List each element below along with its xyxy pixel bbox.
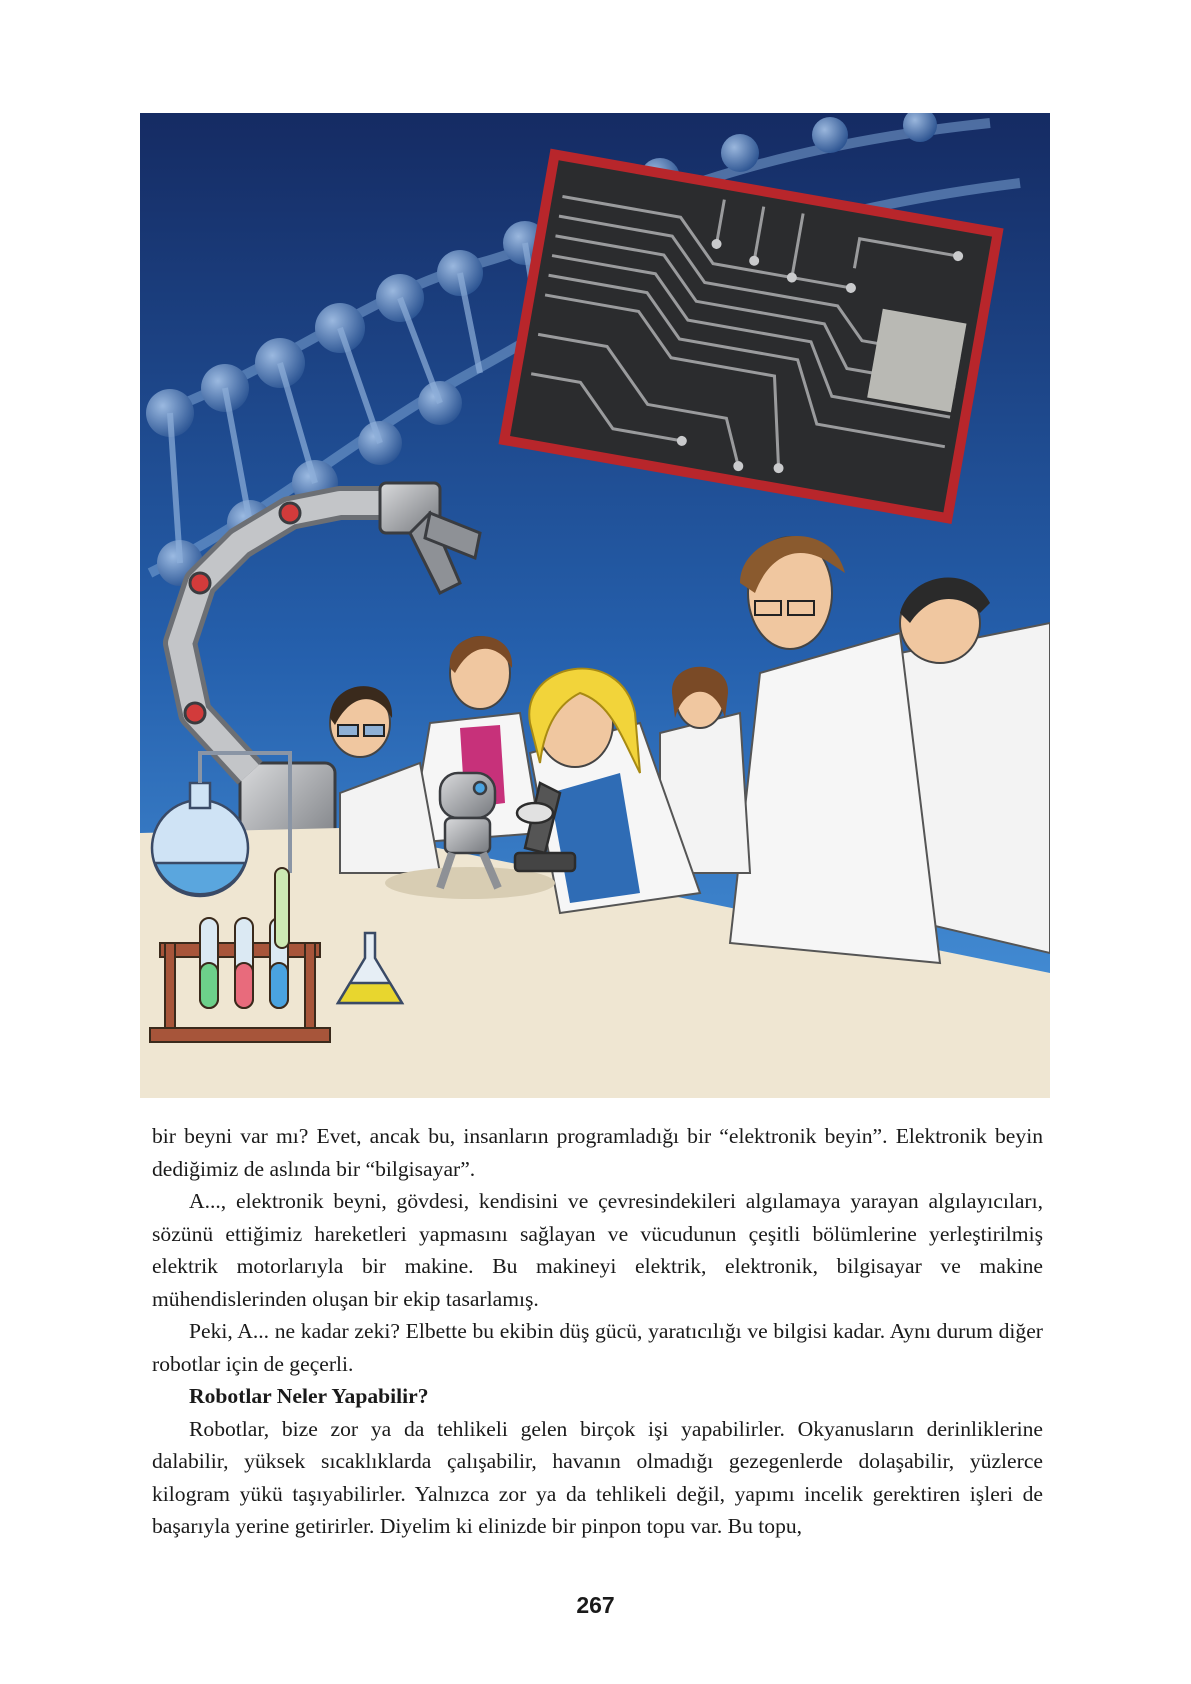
section-heading: Robotlar Neler Yapabilir?: [189, 1384, 429, 1408]
page-number: 267: [576, 1592, 615, 1618]
paragraph-2: A..., elektronik beyni, gövdesi, kendisini ve çevresindekileri algılamaya yarayan algılayıcıları, sözünü ettiğimiz hareketleri yapmasını sağlayan ve vücudunun çeşitli bölümlerine yerleştirilmiş elektrik motorlarıyla bir makine. Bu makineyi elektrik, elektronik, bilgisayar ve makine mühendislerinden oluşan bir ekip tasarlamış.: [152, 1189, 1043, 1311]
lab-illustration-art: [140, 113, 1050, 1098]
lab-illustration: [140, 113, 1050, 1098]
paragraph-4: Robotlar, bize zor ya da tehlikeli gelen birçok işi yapabilirler. Okyanusların derinliklerine dalabilir, yüksek sıcaklıklarda çalışabilir, havanın olmadığı gezegenlerde dolaşabilir, yüzlerce kilogram yükü taşıyabilirler. Yalnızca zor ya da tehlikeli değil, yapımı incelik gerektiren işleri de başarıyla yerine getirirler. Diyelim ki elinizde bir pinpon topu var. Bu topu,: [152, 1416, 1043, 1538]
paragraph-1: bir beyni var mı? Evet, ancak bu, insanların programladığı bir “elektronik beyin”. Elektronik beyin dediğimiz de aslında bir “bilgisayar”.: [152, 1124, 1043, 1181]
body-text: [152, 1120, 1043, 1543]
paragraph-3: Peki, A... ne kadar zeki? Elbette bu ekibin düş gücü, yaratıcılığı ve bilgisi kadar. Aynı durum diğer robotlar için de geçerli.: [152, 1319, 1043, 1376]
